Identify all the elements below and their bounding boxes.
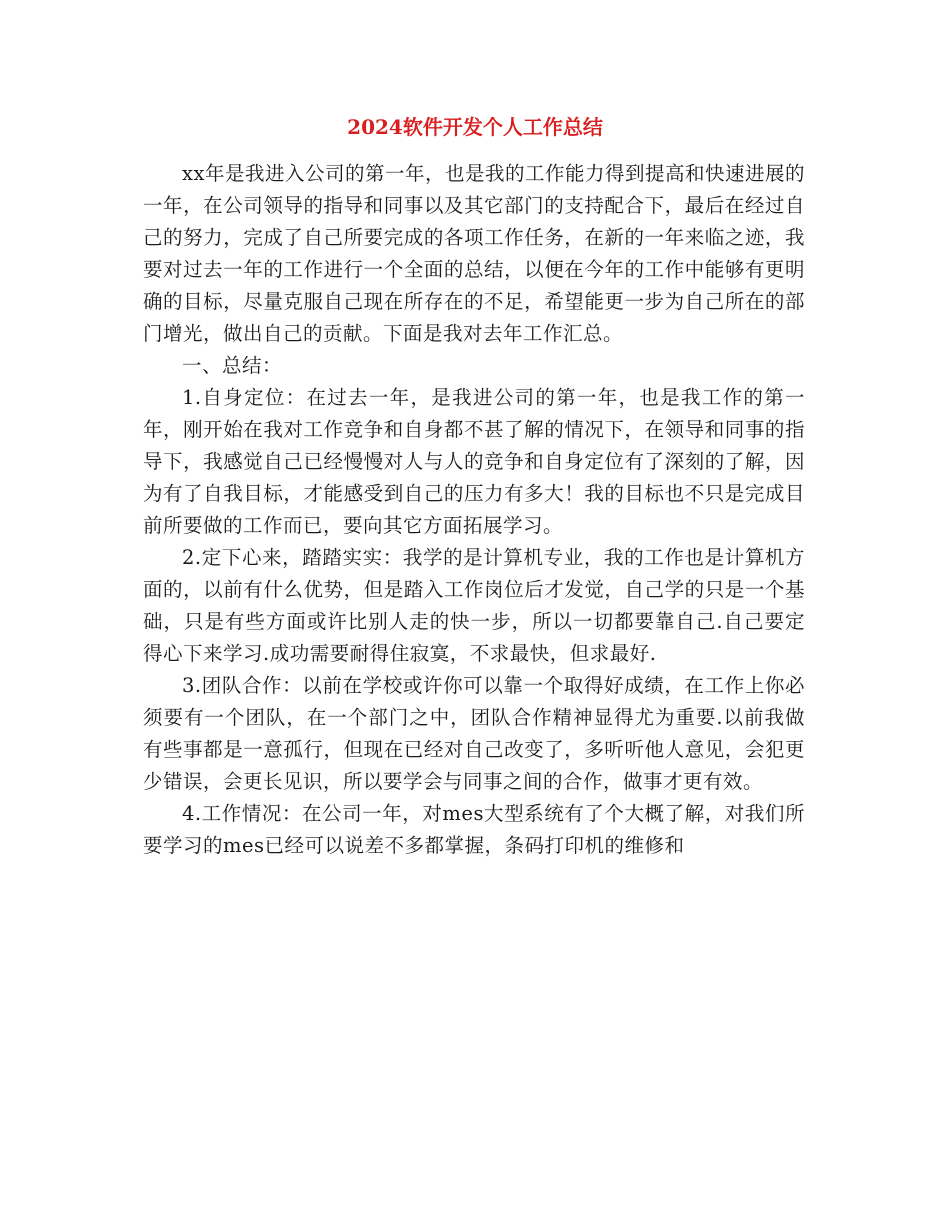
paragraph-self-positioning: 1.自身定位：在过去一年，是我进公司的第一年，也是我工作的第一年，刚开始在我对工作竞争和自身都不甚了解的情况下，在领导和同事的指导下，我感觉自己已经慢慢对人与人的竞争和自身定位有了深刻的了解，因为有了自我目标，才能感受到自己的压力有多大！我的目标也不只是完成目前所要做的工作而已，要向其它方面拓展学习。 <box>143 386 805 537</box>
paragraph-teamwork: 3.团队合作：以前在学校或许你可以靠一个取得好成绩，在工作上你必须要有一个团队，在一个部门之中，团队合作精神显得尤为重要.以前我做有些事都是一意孤行，但现在已经对自己改变了，多听听他人意见，会犯更少错误，会更长见识，所以要学会与同事之间的合作，做事才更有效。 <box>143 674 805 793</box>
paragraph-intro: xx年是我进入公司的第一年，也是我的工作能力得到提高和快速进展的一年，在公司领导的指导和同事以及其它部门的支持配合下，最后在经过自己的努力，完成了自己所要完成的各项工作任务，在新的一年来临之迹，我要对过去一年的工作进行一个全面的总结，以便在今年的工作中能够有更明确的目标，尽量克服自己现在所存在的不足，希望能更一步为自己所在的部门增光，做出自己的贡献。下面是我对去年工作汇总。 <box>143 162 805 345</box>
paragraph-work-status: 4.工作情况：在公司一年，对mes大型系统有了个大概了解，对我们所要学习的mes已经可以说差不多都掌握，条码打印机的维修和 <box>143 802 805 857</box>
paragraph-settle-down: 2.定下心来，踏踏实实：我学的是计算机专业，我的工作也是计算机方面的，以前有什么优势，但是踏入工作岗位后才发觉，自己学的只是一个基础，只是有些方面或许比别人走的快一步，所以一切都要靠自己.自己要定得心下来学习.成功需要耐得住寂寞，不求最快，但求最好. <box>143 546 805 665</box>
paragraph-section-heading: 一、总结： <box>182 354 283 377</box>
document-body <box>143 158 805 862</box>
document-title: 2024软件开发个人工作总结 <box>347 115 603 139</box>
